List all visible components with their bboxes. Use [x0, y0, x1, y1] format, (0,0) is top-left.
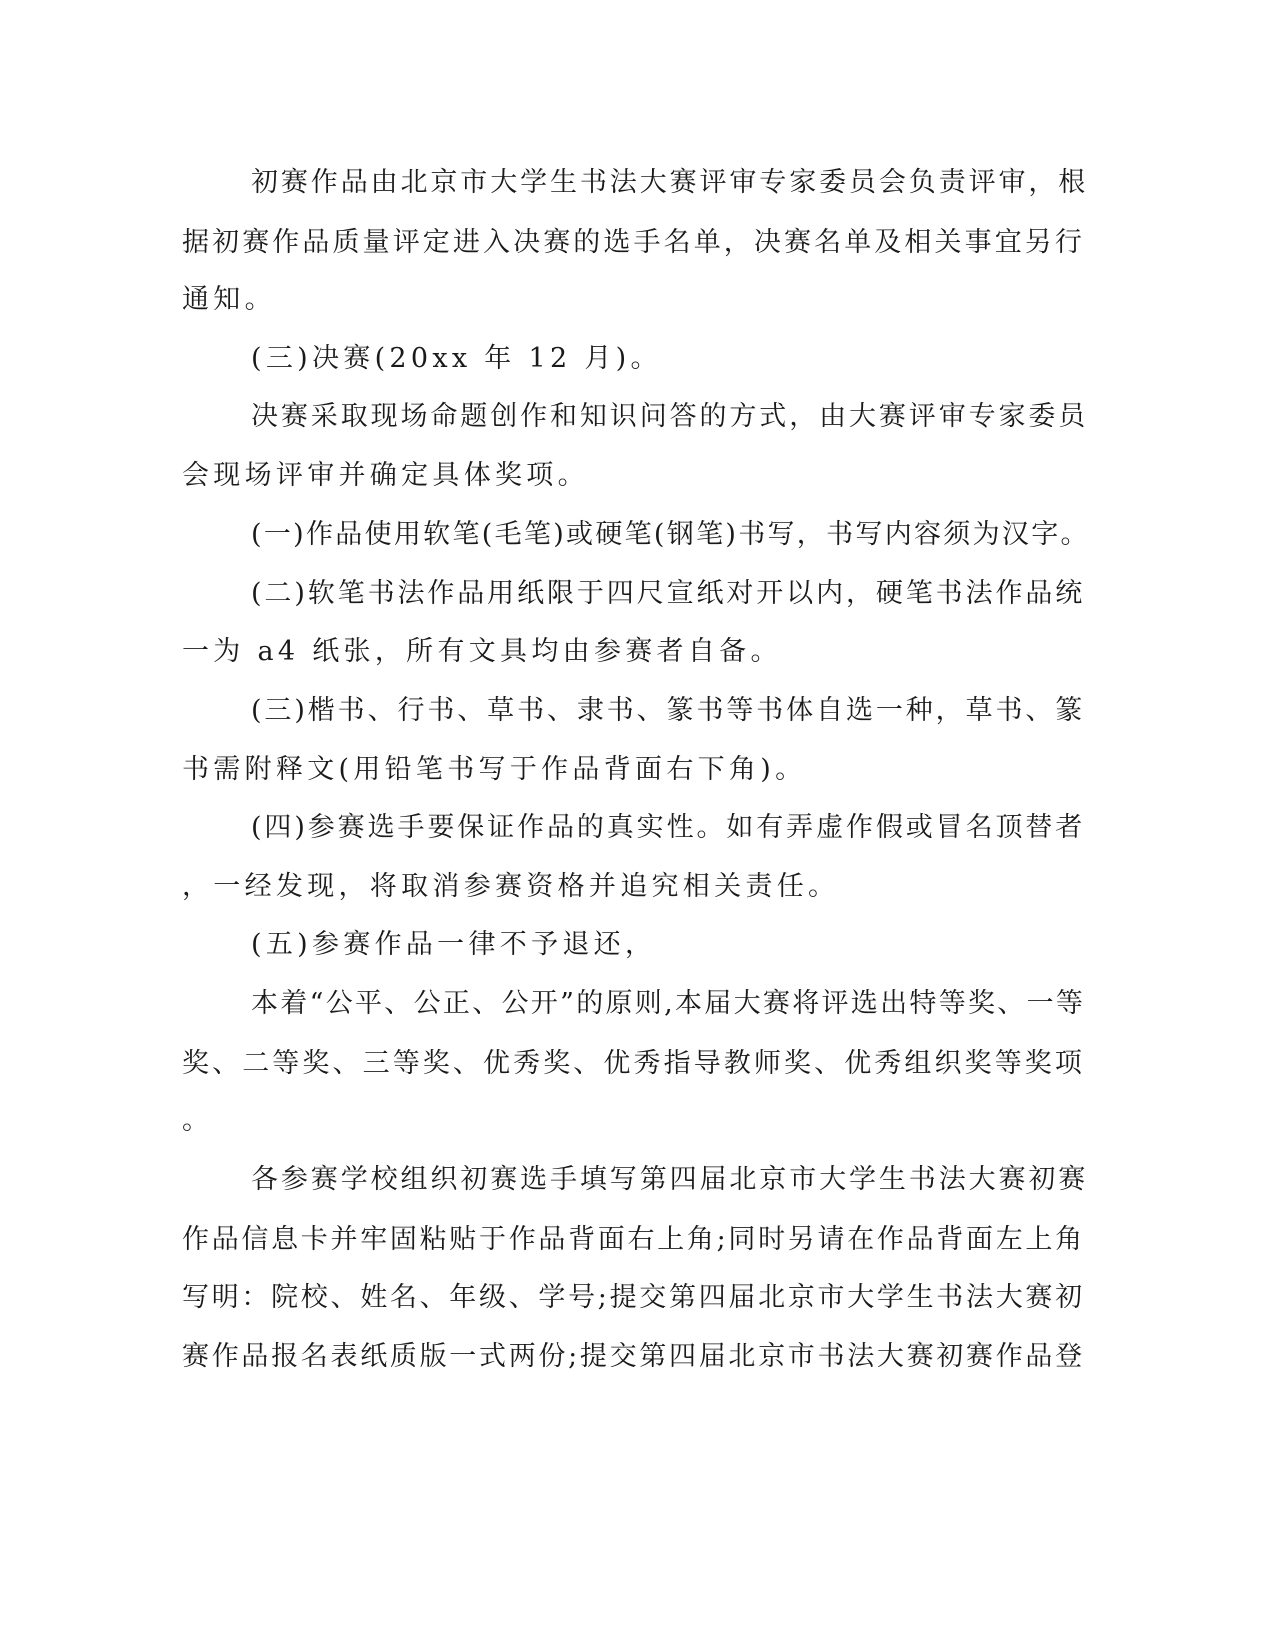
text-line: 通知。 [182, 284, 276, 315]
text-line: 赛作品报名表纸质版一式两份;提交第四届北京市书法大赛初赛作品登 [182, 1341, 1085, 1372]
list-item: (四)参赛选手要保证作品的真实性。如有弄虚作假或冒名顶替者 [251, 812, 1086, 843]
text-line: 会现场评审并确定具体奖项。 [182, 460, 589, 491]
text-line: 据初赛作品质量评定进入决赛的选手名单，决赛名单及相关事宜另行 [182, 227, 1085, 258]
text-line: 初赛作品由北京市大学生书法大赛评审专家委员会负责评审，根 [251, 167, 1089, 198]
text-line: 一为 a4 纸张，所有文具均由参赛者自备。 [182, 636, 782, 667]
text-line: 本着“公平、公正、公开”的原则,本届大赛将评选出特等奖、一等 [251, 988, 1086, 1019]
text-line: 书需附释文(用铅笔书写于作品背面右下角)。 [182, 754, 807, 785]
list-item: (一)作品使用软笔(毛笔)或硬笔(钢笔)书写，书写内容须为汉字。 [251, 519, 1090, 550]
section-heading: (三)决赛(20xx 年 12 月)。 [251, 343, 662, 374]
text-line: 。 [182, 1105, 214, 1136]
text-line: 决赛采取现场命题创作和知识问答的方式，由大赛评审专家委员 [251, 401, 1089, 432]
text-line: 作品信息卡并牢固粘贴于作品背面右上角;同时另请在作品背面左上角 [182, 1224, 1085, 1255]
list-item: (五)参赛作品一律不予退还， [251, 929, 657, 960]
text-line: 奖、二等奖、三等奖、优秀奖、优秀指导教师奖、优秀组织奖等奖项 [182, 1048, 1085, 1079]
list-item: (三)楷书、行书、草书、隶书、篆书等书体自选一种，草书、篆 [251, 695, 1086, 726]
text-line: 各参赛学校组织初赛选手填写第四届北京市大学生书法大赛初赛 [251, 1164, 1089, 1195]
list-item: (二)软笔书法作品用纸限于四尺宣纸对开以内，硬笔书法作品统 [251, 578, 1086, 609]
text-line: 写明：院校、姓名、年级、学号;提交第四届北京市大学生书法大赛初 [182, 1282, 1085, 1313]
text-line: ，一经发现，将取消参赛资格并追究相关责任。 [182, 871, 840, 902]
